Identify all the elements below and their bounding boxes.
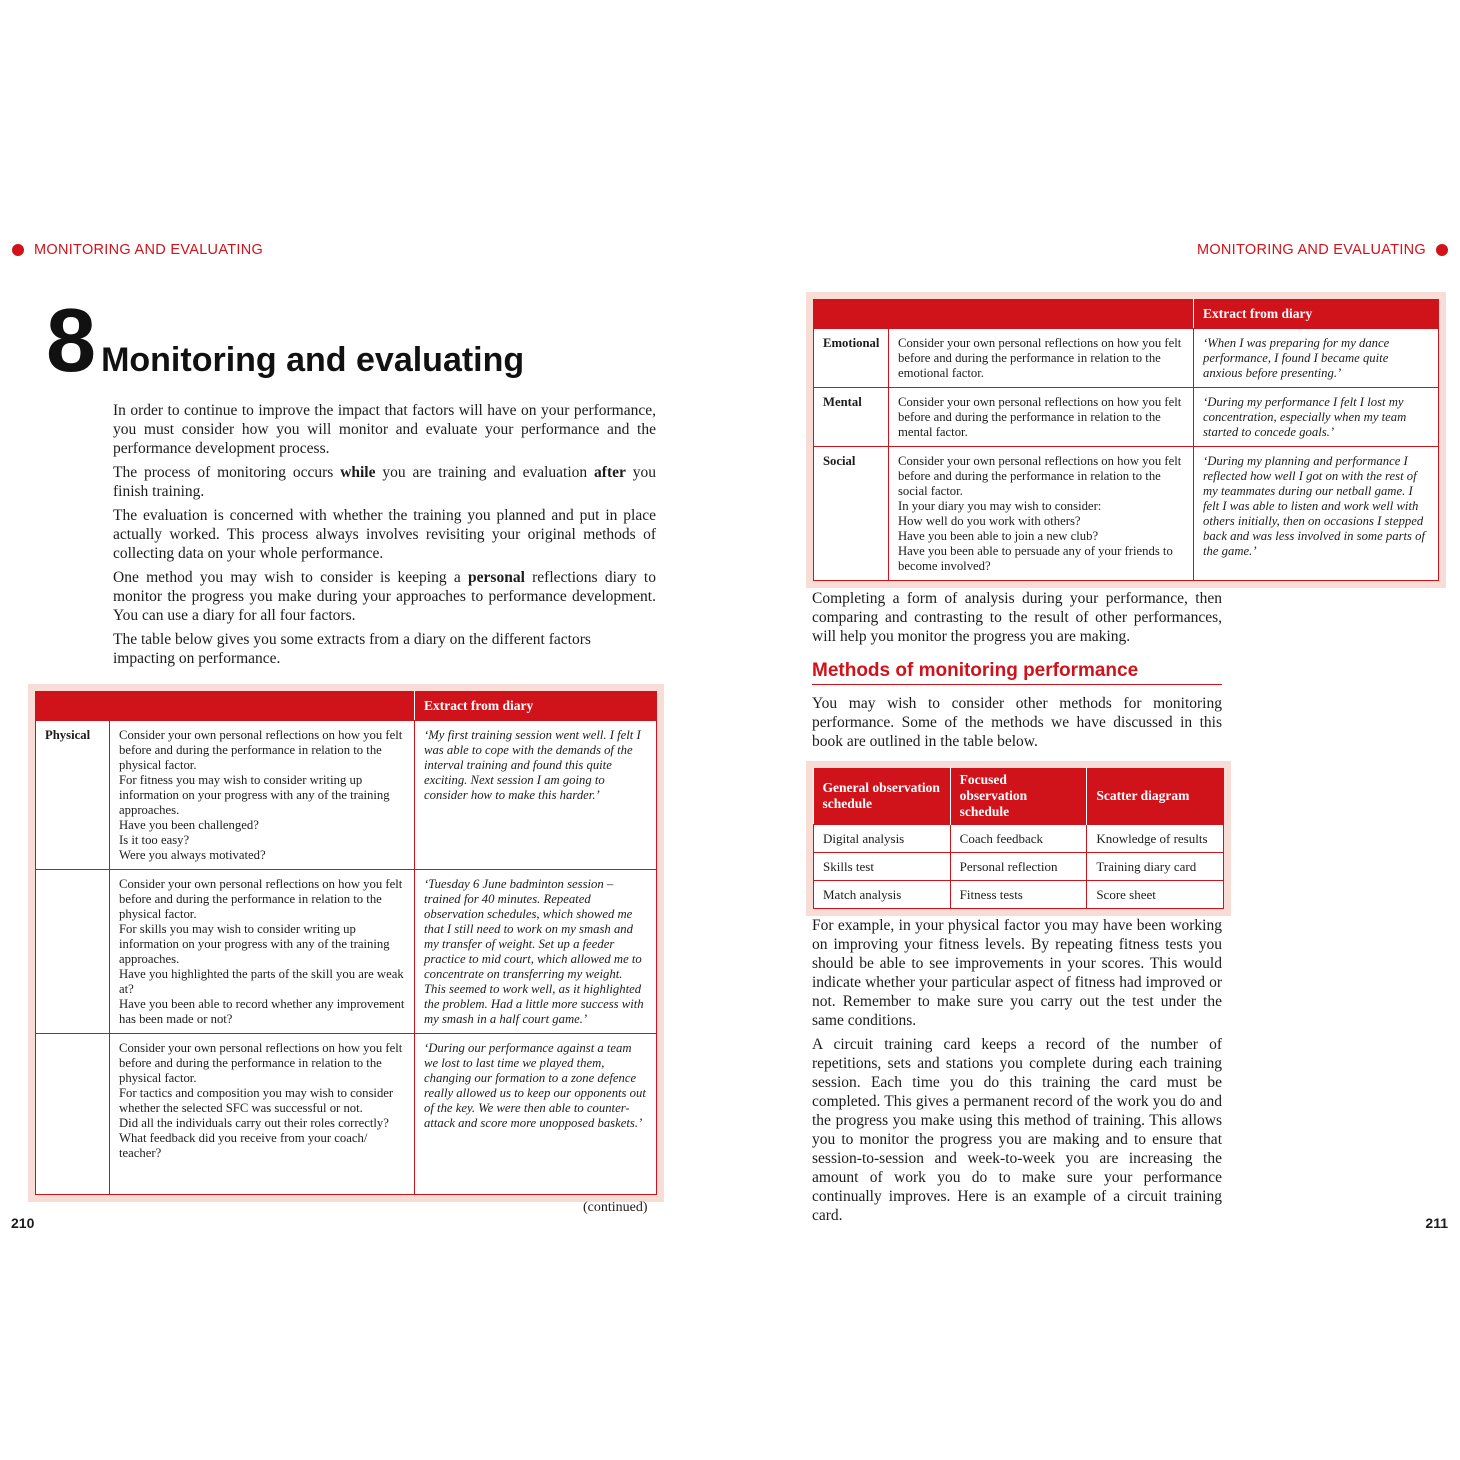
right-page xyxy=(730,0,1460,1460)
factor-cell: Mental xyxy=(814,388,889,447)
reflection-cell: Consider your own personal reflections on how you felt before and during the performance in relation to the social factor. In your diary you may wish to consider: How well do you work with others? Have you been able to join a new club? Have you been able to persuade any of your friends to become involved? xyxy=(889,447,1194,581)
methods-table xyxy=(813,768,1224,909)
methods-cell: Knowledge of results xyxy=(1087,825,1224,853)
diary-table-left xyxy=(28,684,664,1202)
diary-table-right xyxy=(806,292,1446,588)
extract-cell: ‘During our performance against a team we lost to last time we played them, changing our formation to a zone defence really allowed us to keep our opponents out of the key. We were then able to counter-attack and score more unopposed baskets.’ xyxy=(415,1034,657,1195)
table-row xyxy=(36,721,657,870)
intro-paragraph: The table below gives you some extracts from a diary on the different factors impacting on performance. xyxy=(113,631,591,667)
methods-cell: Personal reflection xyxy=(950,853,1087,881)
table-row xyxy=(36,870,657,1034)
body-paragraph: For example, in your physical factor you may have been working on improving your fitness levels. By repeating fitness tests you should be able to see improvements in your scores. This would indicate whether your particular aspect of fitness had improved or not. Remember to make sure you carry out the test under the same conditions. xyxy=(812,917,1222,1029)
methods-cell: Match analysis xyxy=(814,881,951,909)
methods-cell: Score sheet xyxy=(1087,881,1224,909)
table-row xyxy=(814,447,1439,581)
intro-paragraph: In order to continue to improve the impact that factors will have on your performance, you must consider how you will monitor and evaluate your performance and the performance development process. xyxy=(113,402,656,457)
methods-table-wrap xyxy=(806,761,1231,916)
bullet-dot-icon xyxy=(12,244,24,256)
intro-paragraph: The evaluation is concerned with whether the training you planned and put in place actually worked. This process always involves revisiting your original methods of collecting data on your whole performance. xyxy=(113,507,656,562)
factor-cell: Physical xyxy=(36,721,110,870)
bullet-dot-icon xyxy=(1436,244,1448,256)
table-header-extract: Extract from diary xyxy=(1194,300,1439,329)
analysis-paragraph: Completing a form of analysis during your performance, then comparing and contrasting to the result of other performances, will help you monitor the progress you are making. xyxy=(812,590,1222,645)
reflection-cell: Consider your own personal reflections on how you felt before and during the performance in relation to the physical factor. For fitness you may wish to consider writing up information on your progress with any of the training approaches. Have you been challenged? Is it too easy? Were you always motivated? xyxy=(110,721,415,870)
methods-intro-paragraph: You may wish to consider other methods for monitoring performance. Some of the methods we have discussed in this book are outlined in the table below. xyxy=(812,695,1222,750)
table-row xyxy=(814,853,1224,881)
running-head-text: MONITORING AND EVALUATING xyxy=(1196,242,1426,258)
methods-cell: Skills test xyxy=(814,853,951,881)
running-head-right xyxy=(1197,242,1448,258)
methods-cell: Coach feedback xyxy=(950,825,1087,853)
page-number-right: 211 xyxy=(1425,1215,1448,1231)
factor-cell: Social xyxy=(814,447,889,581)
reflection-cell: Consider your own personal reflections on how you felt before and during the performance in relation to the emotional factor. xyxy=(889,329,1194,388)
body-paragraph: A circuit training card keeps a record of the number of repetitions, sets and stations you complete during each training session. Each time you do this training the card must be completed. This gives a permanent record of the work you do and the progress you make using this method of training. This allows you to monitor the progress you are making and to ensure that session-to-session and week-to-week you are increasing the amount of work you do to make sure your performance continually improves. Here is an example of a circuit training card. xyxy=(812,1036,1222,1224)
table-row xyxy=(814,825,1224,853)
table-row xyxy=(36,1034,657,1195)
reflection-cell: Consider your own personal reflections on how you felt before and during the performance in relation to the mental factor. xyxy=(889,388,1194,447)
factor-cell: Emotional xyxy=(814,329,889,388)
extract-cell: ‘My first training session went well. I felt I was able to cope with the demands of the interval training and found this quite exciting. Next session I am going to consider how to make this harder.’ xyxy=(415,721,657,870)
table-header-blank xyxy=(36,692,415,721)
reflection-cell: Consider your own personal reflections on how you felt before and during the performance in relation to the physical factor. For skills you may wish to consider writing up information on your progress with any of the training approaches. Have you highlighted the parts of the skill you are weak at? Have you been able to record whether any improvement has been made or not? xyxy=(110,870,415,1034)
diary-table xyxy=(35,691,657,1195)
factor-cell xyxy=(36,870,110,1034)
chapter-title: Monitoring and evaluating xyxy=(101,341,525,379)
running-head-text: MONITORING AND EVALUATING xyxy=(34,242,264,258)
reflection-cell: Consider your own personal reflections on how you felt before and during the performance in relation to the physical factor. For tactics and composition you may wish to consider whether the selected SFC was successful or not. Did all the individuals carry out their roles correctly? What feedback did you receive from your coach/ teacher? xyxy=(110,1034,415,1195)
section-heading: Methods of monitoring performance xyxy=(812,660,1222,685)
table-row xyxy=(814,329,1439,388)
example-text xyxy=(812,916,1222,1230)
chapter-heading xyxy=(46,291,525,391)
methods-header: Scatter diagram xyxy=(1087,768,1224,825)
continued-note: (continued) xyxy=(583,1200,648,1215)
extract-cell: ‘Tuesday 6 June badminton session – trained for 40 minutes. Repeated observation schedules, which showed me that I still need to work on my smash and my transfer of weight. Set up a feeder practice to mid court, which allowed me to concentrate on transferring my weight. This seemed to work well, as it highlighted the problem. Had a little more success with my smash in a half court game.’ xyxy=(415,870,657,1034)
methods-cell: Training diary card xyxy=(1087,853,1224,881)
page-number-left: 210 xyxy=(11,1215,35,1231)
extract-cell: ‘During my planning and performance I reflected how well I got on with the rest of my teammates during our netball game. I felt I was able to listen and work well with others initially, then on occasions I stepped back and was less involved in some parts of the game.’ xyxy=(1194,447,1439,581)
intro-paragraph: The process of monitoring occurs while you are training and evaluation after you finish training. xyxy=(113,464,656,500)
factor-cell xyxy=(36,1034,110,1195)
intro-paragraph: One method you may wish to consider is keeping a personal reflections diary to monitor the progress you make during your approaches to performance development. You can use a diary for all four factors. xyxy=(113,569,656,624)
table-row xyxy=(814,388,1439,447)
table-row xyxy=(814,881,1224,909)
table-header-extract: Extract from diary xyxy=(415,692,657,721)
intro-text xyxy=(113,401,656,673)
table-header-blank xyxy=(814,300,1194,329)
running-head-left xyxy=(12,242,263,258)
diary-table xyxy=(813,299,1439,581)
extract-cell: ‘During my performance I felt I lost my concentration, especially when my team started to concede goals.’ xyxy=(1194,388,1439,447)
extract-cell: ‘When I was preparing for my dance performance, I found I became quite anxious before presenting.’ xyxy=(1194,329,1439,388)
methods-cell: Digital analysis xyxy=(814,825,951,853)
chapter-number: 8 xyxy=(46,291,94,391)
methods-header: General observation schedule xyxy=(814,768,951,825)
methods-cell: Fitness tests xyxy=(950,881,1087,909)
methods-header: Focused observation schedule xyxy=(950,768,1087,825)
